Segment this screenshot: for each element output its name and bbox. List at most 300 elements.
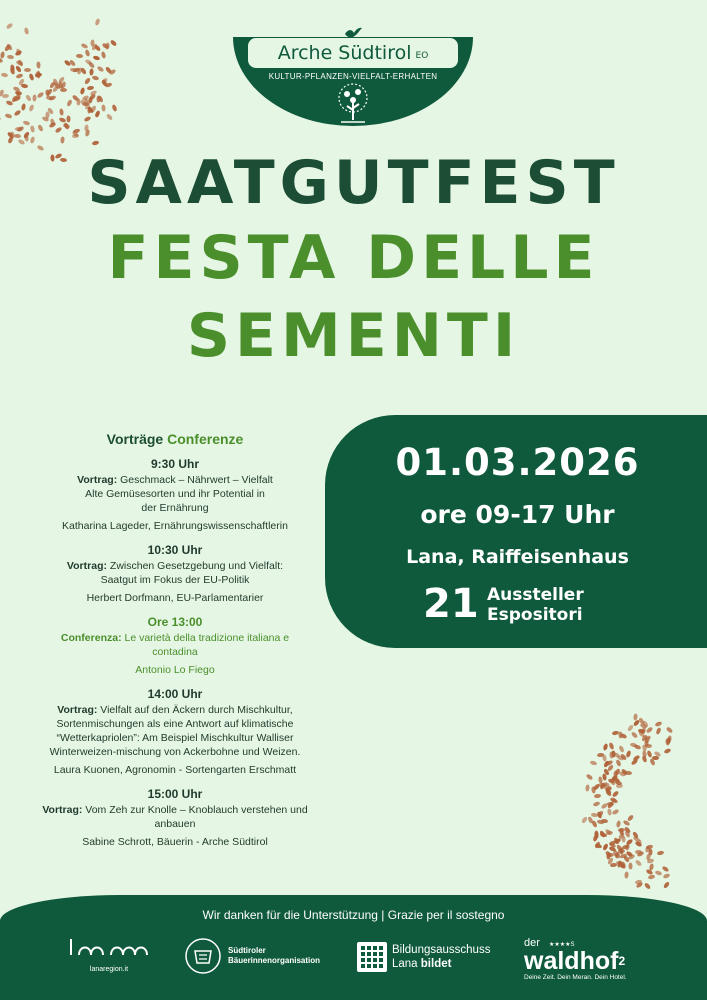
sponsor-bildungsausschuss[interactable]	[357, 942, 490, 972]
seed-grain	[96, 66, 104, 73]
event-hours: ore 09-17 Uhr	[420, 500, 615, 529]
seed-grain	[613, 837, 621, 844]
seed-grain	[610, 863, 617, 868]
seed-grain	[7, 131, 15, 139]
seed-grain	[615, 844, 623, 852]
seed-grain	[599, 782, 606, 790]
talk-text: Geschmack – Nährwert – Vielfalt	[117, 474, 273, 486]
seed-grain	[609, 846, 617, 852]
seed-grain	[54, 127, 62, 134]
seed-grain	[16, 48, 22, 56]
seed-grain	[97, 96, 101, 103]
talk-item	[30, 543, 320, 605]
seed-grain	[80, 67, 87, 75]
seed-grain	[608, 840, 616, 846]
seed-grain	[46, 95, 54, 100]
seed-grain	[602, 782, 610, 790]
seed-grain	[630, 758, 638, 766]
seed-grain	[84, 124, 89, 131]
seed-grain	[88, 94, 96, 102]
seed-grain	[76, 99, 80, 106]
seed-grain	[85, 59, 93, 66]
event-date: 01.03.2026	[395, 441, 640, 484]
talk-text: Vielfalt auf den Äckern durch Mischkultur, Sortenmischungen als eine Antwort auf klimatische “Wetterkapriolen”: Am Beispiel Mischkultur Walliser Winterweizen-mischung von Ackerbohne und Weizen.	[49, 704, 301, 758]
seed-grain	[628, 863, 632, 870]
seed-grain	[91, 140, 99, 146]
seed-grain	[609, 842, 617, 849]
seed-grain	[95, 110, 102, 118]
seed-grain	[637, 839, 642, 846]
talk-label: Conferenza:	[60, 632, 122, 644]
talk-time: 9:30 Uhr	[150, 457, 200, 471]
seed-grain	[45, 89, 50, 97]
sponsor-lana[interactable]	[66, 937, 152, 973]
seed-grain	[615, 860, 623, 865]
seed-grain	[605, 828, 613, 835]
seed-grain	[607, 802, 614, 807]
seed-grain	[14, 134, 21, 138]
seed-grain	[606, 830, 614, 835]
seed-grain	[637, 851, 645, 858]
seed-grain	[35, 72, 43, 77]
seed-grain	[605, 785, 612, 793]
seed-grain	[92, 55, 100, 61]
seeds-top-left	[0, 0, 170, 170]
seed-grain	[87, 62, 95, 70]
seed-grain	[632, 835, 640, 842]
seed-grain	[641, 734, 648, 742]
waldhof-name-row	[524, 947, 627, 975]
seed-grain	[619, 847, 623, 854]
sbo-name-line1: Südtiroler	[228, 946, 266, 955]
seed-grain	[24, 27, 30, 35]
seed-grain	[90, 43, 97, 51]
seed-grain	[0, 116, 2, 123]
seed-grain	[90, 105, 97, 113]
seed-grain	[620, 861, 626, 869]
seed-grain	[6, 43, 13, 51]
seed-grain	[48, 122, 56, 129]
seed-grain	[598, 776, 603, 784]
logo-suffix: EO	[415, 51, 429, 61]
seed-grain	[97, 95, 104, 103]
lana-url: lanaregion.it	[89, 966, 129, 973]
seed-grain	[66, 99, 73, 107]
seed-grain	[590, 812, 598, 817]
seed-grain	[602, 843, 609, 851]
seed-grain	[64, 122, 71, 130]
program-heading-de: Vorträge	[106, 431, 164, 447]
seed-grain	[643, 735, 651, 741]
seed-grain	[616, 820, 621, 828]
seed-grain	[605, 760, 613, 767]
seed-grain	[617, 832, 625, 840]
talk-description	[30, 631, 320, 659]
seed-grain	[606, 764, 614, 772]
seed-grain	[101, 79, 108, 87]
seed-grain	[618, 771, 626, 777]
talk-speaker: Sabine Schrott, Bäuerin - Arche Südtirol	[82, 836, 268, 848]
seed-grain	[86, 106, 94, 114]
seed-grain	[656, 727, 662, 735]
seed-grain	[619, 853, 627, 859]
seed-grain	[648, 875, 656, 881]
logo-tagline: KULTUR-PFLANZEN-VIELFALT-ERHALTEN	[268, 72, 438, 81]
seed-grain	[633, 719, 641, 727]
seed-grain	[631, 831, 638, 839]
talk-label: Vortrag:	[77, 474, 118, 486]
talk-item	[30, 687, 320, 777]
seed-grain	[49, 94, 57, 100]
seed-grain	[4, 44, 11, 52]
seed-grain	[36, 62, 40, 69]
seed-grain	[15, 60, 23, 66]
seed-grain	[596, 752, 603, 757]
talk-item	[30, 615, 320, 677]
seed-grain	[53, 82, 61, 90]
title-it-line2: SEMENTI	[186, 301, 521, 371]
seed-grain	[585, 785, 590, 792]
seed-grain	[607, 857, 614, 865]
seed-grain	[602, 754, 607, 762]
seed-grain	[17, 59, 24, 67]
seed-grain	[593, 801, 601, 807]
seed-grain	[37, 124, 44, 132]
seed-grain	[615, 784, 622, 789]
seed-grain	[111, 104, 117, 112]
seed-grain	[0, 51, 5, 59]
seed-grain	[634, 880, 642, 886]
seed-grain	[72, 134, 79, 138]
program-heading	[30, 432, 320, 446]
seed-grain	[608, 742, 614, 750]
seed-grain	[611, 798, 619, 804]
seed-grain	[625, 750, 631, 758]
tree-icon	[331, 82, 375, 126]
seed-grain	[12, 96, 20, 102]
seed-grain	[101, 77, 109, 85]
waldhof-prefix: der	[524, 937, 540, 949]
seed-grain	[64, 59, 72, 67]
bild-line2b: bildet	[420, 958, 452, 970]
seed-grain	[593, 834, 599, 842]
seed-grain	[30, 125, 35, 133]
bildungsausschuss-logo-icon	[357, 942, 387, 972]
seed-grain	[7, 136, 14, 144]
seed-grain	[106, 113, 114, 121]
seed-grain	[611, 775, 619, 783]
seeds-right	[520, 680, 707, 910]
exhibitors-label-it: Espositori	[487, 605, 583, 625]
seed-grain	[57, 77, 65, 85]
seed-grain	[657, 850, 665, 855]
seed-grain	[91, 39, 95, 46]
seed-grain	[665, 738, 670, 745]
seed-grain	[637, 728, 645, 733]
sponsor-waldhof[interactable]	[524, 938, 627, 981]
talk-time: 10:30 Uhr	[147, 543, 203, 557]
seed-grain	[634, 714, 639, 721]
seed-grain	[62, 123, 70, 129]
logo-plate	[248, 38, 458, 68]
seed-grain	[84, 102, 91, 110]
seed-grain	[41, 116, 49, 123]
title-de: SAATGUTFEST	[87, 148, 620, 218]
seed-grain	[598, 783, 605, 787]
seed-grain	[9, 131, 14, 139]
seed-grain	[46, 88, 53, 96]
seed-grain	[619, 861, 627, 869]
seed-grain	[644, 736, 651, 744]
talk-label: Vortrag:	[66, 560, 107, 572]
seed-grain	[600, 781, 608, 789]
seed-grain	[83, 77, 90, 85]
seed-grain	[45, 112, 49, 119]
seed-grain	[646, 726, 654, 734]
seed-grain	[618, 745, 625, 753]
seed-grain	[618, 731, 622, 738]
seed-grain	[614, 768, 621, 776]
seed-grain	[633, 755, 641, 762]
seed-grain	[0, 56, 3, 63]
seed-grain	[667, 735, 672, 743]
seed-grain	[105, 66, 113, 74]
seed-grain	[622, 855, 629, 863]
seed-grain	[30, 136, 36, 144]
seed-grain	[613, 770, 618, 777]
seed-grain	[620, 768, 628, 776]
seed-grain	[609, 797, 617, 804]
seed-grain	[15, 65, 22, 73]
seed-grain	[642, 755, 648, 763]
talk-speaker: Antonio Lo Fiego	[135, 664, 215, 676]
seed-grain	[24, 134, 29, 142]
seed-grain	[59, 117, 67, 123]
seed-grain	[82, 102, 89, 106]
seed-grain	[72, 95, 80, 103]
seed-grain	[81, 94, 89, 101]
seed-grain	[645, 844, 653, 850]
talk-description	[30, 559, 320, 587]
seed-grain	[6, 23, 14, 30]
seed-grain	[603, 760, 610, 768]
seed-grain	[80, 99, 88, 107]
seed-grain	[32, 94, 36, 101]
talk-text: Le varietà della tradizione italiana e contadina	[121, 632, 290, 658]
seed-grain	[102, 43, 110, 50]
talk-label: Vortrag:	[57, 704, 98, 716]
talk-time: Ore 13:00	[147, 615, 203, 629]
bild-line2a: Lana	[392, 958, 421, 970]
seed-grain	[594, 832, 599, 840]
seed-grain	[663, 873, 671, 879]
seed-grain	[634, 840, 642, 847]
seed-grain	[18, 78, 25, 86]
seed-grain	[105, 82, 113, 88]
seed-grain	[597, 811, 603, 819]
seed-grain	[81, 43, 89, 50]
lana-logo-icon	[67, 937, 151, 959]
seed-grain	[610, 751, 614, 758]
seed-grain	[627, 853, 635, 860]
seed-grain	[594, 794, 601, 799]
seed-grain	[626, 814, 634, 822]
seed-grain	[606, 801, 613, 809]
seed-grain	[637, 730, 645, 738]
seed-grain	[49, 81, 56, 89]
seed-grain	[15, 92, 20, 100]
seed-grain	[618, 828, 625, 832]
seed-grain	[620, 733, 628, 740]
seed-grain	[93, 44, 101, 52]
seed-grain	[89, 69, 94, 76]
talk-speaker: Laura Kuonen, Agronomin - Sortengarten Erschmatt	[53, 764, 297, 776]
talk-label: Vortrag:	[42, 804, 83, 816]
seed-grain	[607, 853, 614, 858]
program	[30, 432, 320, 859]
seed-grain	[47, 107, 54, 115]
seed-grain	[10, 64, 15, 72]
seed-grain	[36, 145, 44, 152]
seed-grain	[73, 128, 81, 134]
seed-grain	[76, 54, 83, 59]
seed-grain	[105, 43, 110, 50]
seed-grain	[615, 759, 622, 767]
seed-grain	[67, 115, 71, 122]
seed-grain	[605, 786, 613, 792]
seed-grain	[60, 88, 67, 92]
waldhof-name: waldhof	[524, 947, 619, 975]
seed-grain	[88, 97, 94, 105]
seed-grain	[50, 118, 56, 126]
seed-grain	[73, 67, 81, 73]
exhibitors-label-de: Aussteller	[487, 585, 584, 605]
seed-grain	[12, 86, 20, 92]
seed-grain	[60, 81, 66, 89]
seed-grain	[10, 67, 16, 75]
seed-grain	[612, 808, 620, 815]
talk-text-rest: Alte Gemüsesorten und ihr Potential in der Ernährung	[85, 488, 265, 514]
seed-grain	[635, 859, 643, 867]
seed-grain	[85, 129, 91, 137]
seed-grain	[89, 89, 97, 96]
seed-grain	[621, 844, 629, 850]
seed-grain	[24, 68, 31, 72]
seed-grain	[591, 786, 596, 793]
seed-grain	[655, 721, 663, 727]
seed-grain	[606, 852, 611, 859]
seed-grain	[625, 770, 632, 775]
seed-grain	[634, 743, 642, 749]
bild-line1: Bildungsausschuss	[392, 944, 491, 956]
seed-grain	[29, 104, 35, 112]
seed-grain	[594, 844, 602, 850]
title-it-line1: FESTA DELLE	[107, 223, 600, 293]
seed-grain	[646, 869, 654, 876]
talk-item	[30, 457, 320, 533]
seed-grain	[626, 724, 633, 732]
seed-grain	[645, 845, 651, 853]
seed-grain	[76, 67, 82, 75]
seed-grain	[624, 826, 632, 834]
seed-grain	[600, 802, 608, 809]
seed-grain	[625, 843, 630, 851]
seed-grain	[620, 754, 628, 762]
talk-text-rest: Saatgut im Fokus der EU-Politik	[100, 574, 250, 586]
seed-grain	[666, 737, 671, 744]
seed-grain	[625, 871, 630, 878]
seed-grain	[597, 819, 605, 825]
seed-grain	[585, 773, 593, 780]
seed-grain	[614, 853, 622, 860]
seed-grain	[613, 752, 621, 759]
seed-grain	[14, 127, 21, 131]
seed-grain	[6, 55, 14, 60]
exhibitors-count: 21	[423, 581, 479, 627]
seed-grain	[630, 742, 638, 747]
seed-grain	[614, 851, 620, 859]
seed-grain	[71, 131, 79, 139]
seed-grain	[647, 750, 653, 758]
seed-grain	[590, 760, 598, 766]
seed-grain	[642, 751, 647, 759]
seed-grain	[605, 787, 613, 795]
seed-grain	[640, 727, 646, 735]
seed-grain	[599, 830, 606, 838]
seed-grain	[631, 731, 639, 739]
seed-grain	[581, 816, 588, 824]
seed-grain	[101, 105, 106, 112]
seed-grain	[594, 841, 601, 849]
seed-grain	[605, 789, 613, 797]
seed-grain	[601, 819, 608, 824]
seed-grain	[654, 751, 662, 758]
seed-grain	[34, 70, 41, 78]
seed-grain	[602, 773, 607, 781]
seed-grain	[91, 75, 99, 81]
seed-grain	[619, 828, 625, 836]
seed-grain	[15, 73, 23, 79]
seed-grain	[594, 830, 598, 837]
seed-grain	[14, 90, 22, 95]
talk-description	[30, 473, 320, 515]
logo-name: Arche Südtirol	[277, 42, 412, 64]
talk-description	[30, 703, 320, 759]
seed-grain	[28, 73, 34, 81]
bild-line2	[392, 957, 490, 971]
talk-time: 14:00 Uhr	[147, 687, 203, 701]
talk-speaker: Katharina Lageder, Ernährungswissenschaftlerin	[62, 520, 288, 532]
sponsor-sbo[interactable]	[184, 937, 320, 975]
seed-grain	[612, 790, 620, 798]
seed-grain	[25, 94, 32, 102]
seed-grain	[603, 768, 610, 776]
seed-grain	[592, 783, 600, 791]
seed-grain	[16, 126, 24, 133]
talk-text: Zwischen Gesetzgebung und Vielfalt:	[106, 560, 284, 572]
waldhof-stars: ★★★★S	[548, 942, 575, 948]
seed-grain	[59, 108, 64, 115]
seed-grain	[640, 722, 648, 729]
program-heading-it: Conferenze	[167, 431, 244, 447]
sbo-name	[228, 946, 320, 966]
seed-grain	[613, 837, 620, 845]
seed-grain	[100, 51, 106, 59]
seed-grain	[22, 120, 30, 126]
seed-grain	[1, 72, 9, 77]
seed-grain	[618, 861, 625, 869]
waldhof-tagline: Deine Zeit. Dein Meran. Dein Hotel.	[524, 974, 627, 981]
